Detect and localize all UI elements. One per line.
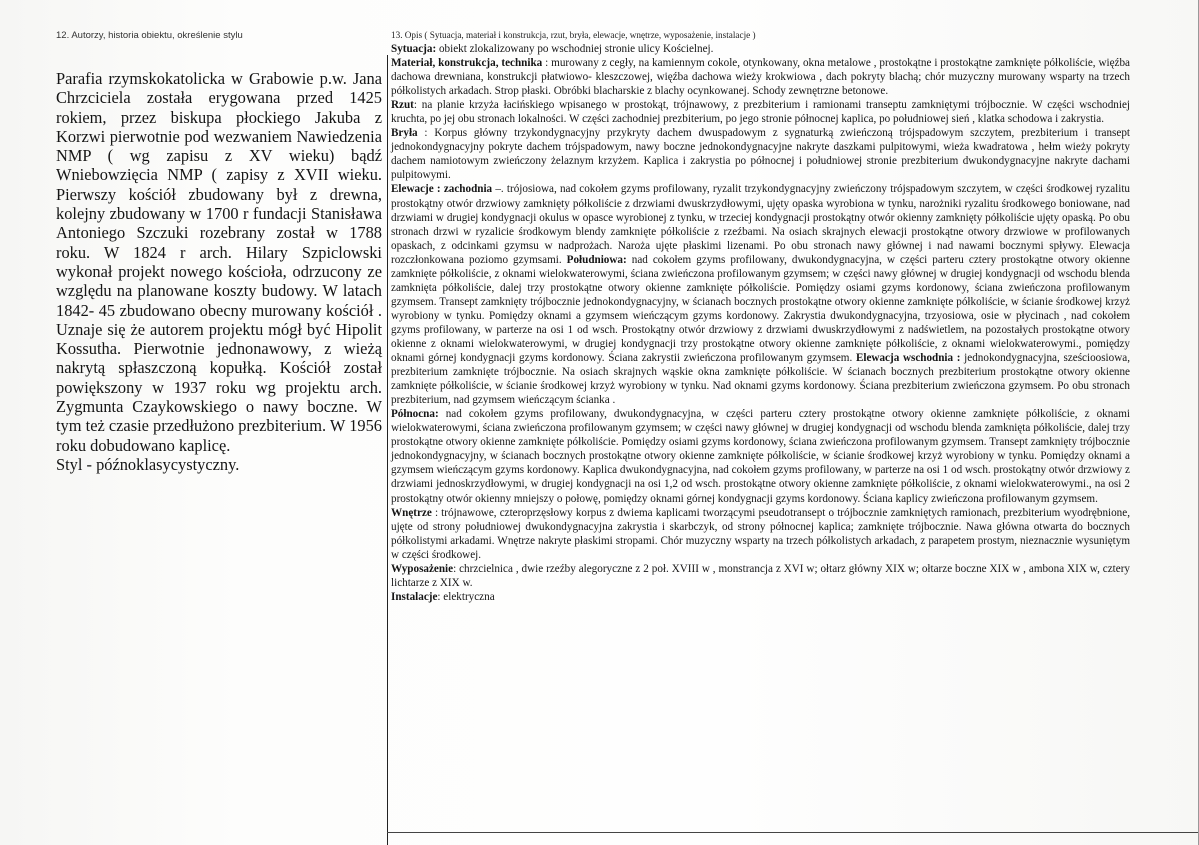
- instalacje-label: Instalacje: [391, 590, 438, 603]
- section-wnetrze: [391, 506, 1130, 562]
- wnetrze-label: Wnętrze: [391, 506, 432, 519]
- wyposazenie-text: : chrzcielnica , dwie rzeźby alegoryczne z 2 poł. XVIII w , monstrancja z XVI w; ołtarz główny XIX w; ołtarze boczne XIX w , ambona XIX w, cztery lichtarze z XIX w.: [391, 562, 1130, 589]
- elewacja-poludniowa-text: nad cokołem gzyms profilowany, dwukondygnacyjna, w części parteru cztery prostokątne otwory okienne zamknięte półkoliście, z oknami wielokwaterowymi, ściana zwieńczona profilowanym gzymsem; w części nawy głównej w drugiej kondygnacji od wschodu blenda zamknięta półkoliście, dalej trzy prostokątne otwory okienne zamknięte półkoliście. Pomiędzy osiami gzyms kordonowy, ściana zwieńczona profilowanym gzymsem. Transept zamknięty trójbocznie jednokondygnacyjny, w ścianach bocznych prostokątne otwory okienne zamknięte półkoliście, w ścianie środkowej krzyż wyrobiony w tynku. Pomiędzy oknami a gzymsem wieńczącym gzyms kordonowy. Zakrystia dwukondygnacyjna, trzyosiowa, osie w płycinach , nad cokołem gzyms profilowany, w parterze na osi 1 od wsch. Prostokątny otwór drzwiowy z drzwiami dwuskrzydłowymi z nadświetlem, na pozostałych prostokątne otwory okienne z oknami wielokwaterowymi, w drugiej kondygnacji trzy prostokątne otwory okienne zamknięte półkoliście, z oknami wielokwaterowymi., pomiędzy oknami górnej kondygnacji gzyms kordonowy. Ściana zakrystii zwieńczona profilowanym gzymsem.: [391, 253, 1130, 365]
- section-wyposazenie: [391, 562, 1130, 590]
- wschodnia-label: Elewacja wschodnia :: [855, 352, 961, 365]
- section-bryla: [391, 126, 1130, 182]
- instalacje-text: : elektryczna: [437, 590, 495, 603]
- description-header: 13. Opis ( Sytuacja, materiał i konstrukcja, rzut, bryła, elewacje, wnętrze, wyposażenie, instalacje ): [391, 30, 756, 40]
- section-polnocna: [391, 407, 1130, 505]
- section-rzut: [391, 98, 1130, 126]
- wnetrze-text: : trójnawowe, czteroprzęsłowy korpus z dwiema kaplicami tworzącymi pseudotransept o trójbocznie zamkniętych ramionach, prezbiterium wyodrębnione, ujęte od strony południowej dwukondygnacyjna zakrystia i skarbczyk, od strony północnej kaplica; zamknięte trójbocznie. Nawa główna otwarta do bocznych półkolistymi arkadami. Wnętrze nakryte płaskimi stropami. Chór muzyczny wsparty na trzech półkolistych arkadach, z parapetem prostym, nieznacznie wysuniętym w części środkowej.: [391, 506, 1130, 561]
- section-elewacje: [391, 182, 1130, 407]
- bryla-label: Bryła: [391, 127, 418, 140]
- elewacja-wschodnia-text: jednokondygnacyjna, sześcioosiowa, prezbiterium zamknięte trójbocznie. Na osiach skrajnych wąskie okna zamknięte półkoliście. W ścianach bocznych prezbiterium prostokątne otwory okienne zamknięte półkoliście, w ścianie środkowej krzyż wyrobiony w tynku. Nad oknami gzyms kordonowy. Ściana prezbiterium zwieńczona gzymsem. Po obu stronach prezbiterium, nad gzymsem wieńczącym ścianka .: [391, 352, 1130, 407]
- section-sytuacja: [391, 42, 1130, 56]
- section-instalacje: [391, 590, 1130, 604]
- polnocna-text: nad cokołem gzyms profilowany, dwukondygnacyjna, w części parteru cztery prostokątne otwory okienne zamknięte półkoliście, z oknami wielokwaterowymi, ściana zwieńczona profilowanym gzymsem; w części nawy głównej w drugiej kondygnacji od wschodu blenda zamknięta półkoliście, dalej trzy prostokątne otwory okienne zamknięte półkoliście. Pomiędzy osiami gzyms kordonowy, ściana zwieńczona profilowanym gzymsem. Transept zamknięty trójbocznie jednokondygnacyjny, w ścianach bocznych prostokątne otwory okienne zamknięte półkoliście, w ścianie środkowej krzyż wyrobiony w tynku. Pomiędzy oknami a gzymsem wieńczącym gzyms kordonowy. Kaplica dwukondygnacyjna, nad cokołem gzyms profilowany, w parterze na osi 1 od wsch. prostokątny otwór drzwiowy z drzwiami jednoskrzydłowymi, w drugiej kondygnacji na osi 1,2 od wsch. prostokątne otwory okienne zamknięte półkoliście, z oknami wielokwaterowymi., na osi 2 prostokątny otwór okienny mniejszy o połowę, pomiędzy oknami górnej kondygnacji gzyms kordonowy. Ściana kaplicy zwieńczona profilowanym gzymsem.: [391, 408, 1130, 505]
- column-divider: [387, 55, 388, 845]
- elewacje-label: Elewacje : zachodnia: [391, 183, 493, 196]
- style-line: Styl - późnoklasycystyczny.: [56, 454, 240, 474]
- polnocna-label: Północna:: [391, 408, 439, 421]
- bryla-text: : Korpus główny trzykondygnacyjny przykryty dachem dwuspadowym z sygnaturką zwieńczoną trójspadowym szczytem, prezbiterium i transept jednokondygnacyjny pokryte dachem trójspadowym, nawy boczne jednokondygnacyjne nakryte daszkami pulpitowymi, wieża kwadratowa , hełm wieży pokryty dachem namiotowym zwieńczony żelaznym krzyżem. Kaplica i zakrystia po północnej i południowej stronie prezbiterium dwukondygnacyjne nakryte dachami pulpitowymi.: [391, 127, 1130, 182]
- rzut-label: Rzut: [391, 99, 414, 112]
- sytuacja-text: obiekt zlokalizowany po wschodniej stronie ulicy Kościelnej.: [436, 43, 714, 55]
- material-text: : murowany z cegły, na kamiennym cokole, otynkowany, okna metalowe , prostokątne i prostokątne zamknięte półkoliście, więźba dachowa drewniana, konstrukcji płatwiowo- kleszczowej, więźba dachowa wieży krokwiowa , dach pokryty blachą; chór muzyczny murowany wsparty na trzech półkolistych arkadach. Strop płaski. Obróbki blacharskie z blachy ocynkowanej. Schody zewnętrzne betonowe.: [391, 57, 1130, 98]
- history-column: [56, 30, 382, 840]
- sytuacja-label: Sytuacja:: [391, 43, 437, 55]
- description-column: [391, 30, 1130, 842]
- material-label: Materiał, konstrukcja, technika: [391, 57, 543, 70]
- elewacja-zachodnia-text: –. trójosiowa, nad cokołem gzyms profilowany, ryzalit trzykondygnacyjny zwieńczony trójspadowym szczytem, w części środkowej ryzalitu prostokątny otwór drzwiowy zamknięty półkoliście z drzwiami dwuskrzydłowymi, ujęty opaska wyrobiona w tynku, narożniki ryzalitu środkowego boniowane, nad drzwiami w drugiej kondygnacji okulus w opasce wyrobionej z tynku, w trzeciej kondygnacji prostokątny otwór okienny zamknięty półkoliście ujęty opaską. Po obu stronach drzwi w ryzalicie środkowym blendy zamknięte półkoliście z rzeźbami. Na osiach skrajnych elewacji prostokątne otwory drzwiowe w profilowanych opaskach, z odcinkami gzymsu w nadprożach. Naroża ujęte płaskimi lizenami. Po obu stronach nawy głównej i nad nawami bocznymi spływy. Elewacja rozczłonkowana poziomo gzymsami.: [391, 183, 1131, 266]
- poludniowa-label: Południowa:: [566, 253, 627, 266]
- history-header: 12. Autorzy, historia obiektu, określenie stylu: [56, 30, 243, 41]
- history-paragraph: Parafia rzymskokatolicka w Grabowie p.w. Jana Chrzciciela została erygowana przed 1425 rokiem, przez biskupa płockiego Jakuba z Korzwi pierwotnie pod wezwaniem Nawiedzenia NMP ( wg zapisu z XV wieku) bądź Wniebowzięcia NMP ( zapisy z XVII wieku. Pierwszy kościół zbudowany był z drewna, kolejny zbudowany w 1700 r fundacji Stanisława Antoniego Szczuki rozebrany został w 1788 roku. W 1824 r arch. Hilary Szpiclowski wykonał projekt nowego kościoła, odrzucony ze względu na planowane koszty budowy. W latach 1842- 45 zbudowano obecny murowany kościół . Uznaje się że autorem projektu mógł być Hipolit Kossutha. Pierwotnie jednonawowy, z wieżą nakrytą spłaszczoną kopułką. Kościół został powiększony w 1937 roku wg projektu arch. Zygmunta Czaykowskiego o nawy boczne. W tym też czasie przedłużono prezbiterium. W 1956 roku dobudowano kaplicę.: [56, 69, 382, 455]
- rzut-text: : na planie krzyża łacińskiego wpisanego w prostokąt, trójnawowy, z prezbiterium i ramionami transeptu zamkniętymi trójbocznie. W części wschodniej kruchta, po jej obu stronach lokalności. W części zachodniej prezbiterium, po jego stronie północnej kaplica, po południowej sień , klatka schodowa i zakrystia.: [391, 99, 1130, 126]
- section-material: [391, 56, 1130, 98]
- wyposazenie-label: Wyposażenie: [391, 562, 454, 575]
- history-text-block: [56, 69, 382, 474]
